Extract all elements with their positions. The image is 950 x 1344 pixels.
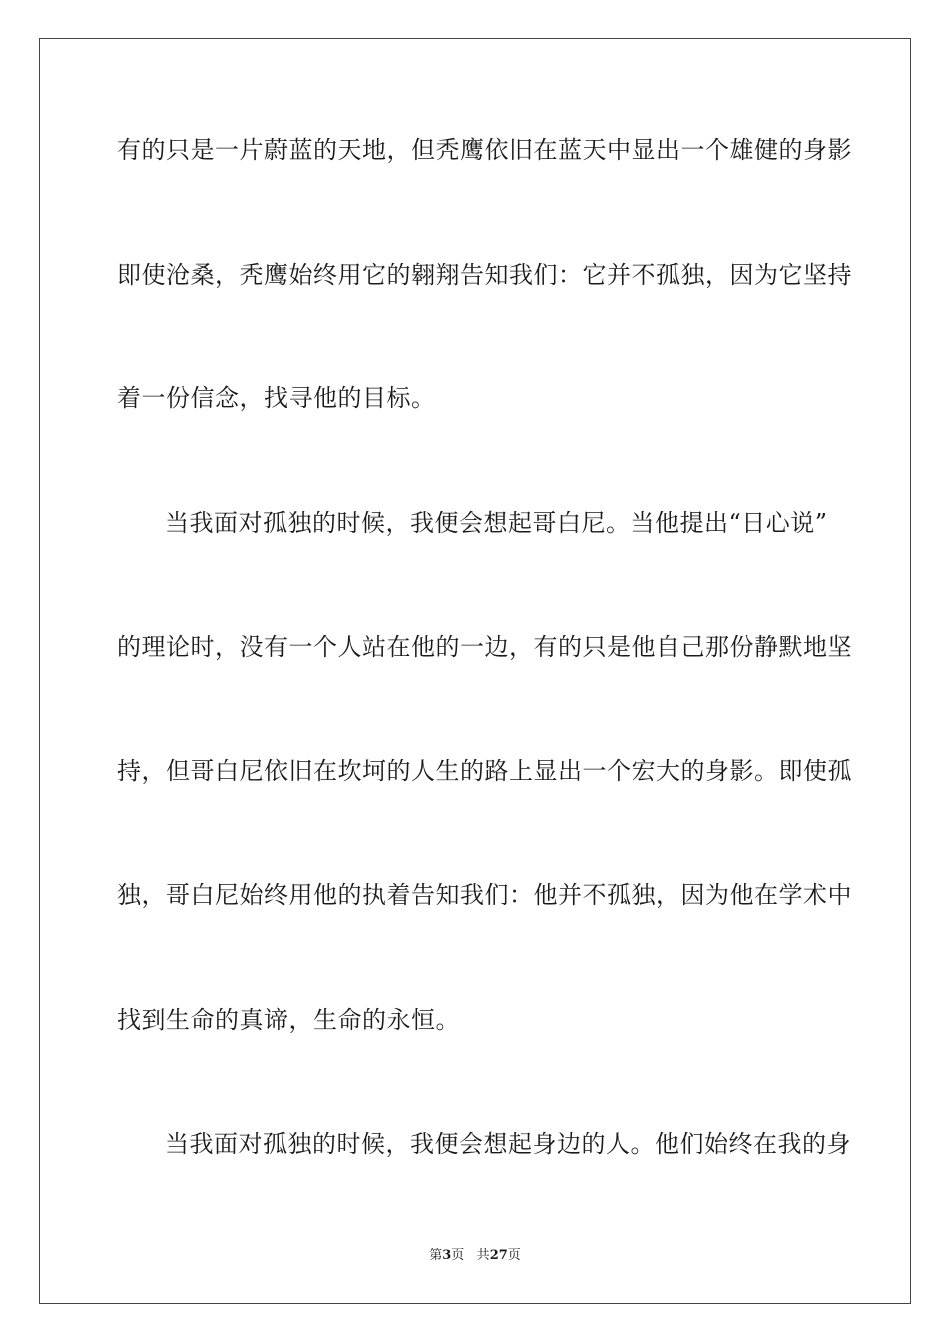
paragraph-line: 独，哥白尼始终用他的执着告知我们：他并不孤独，因为他在学术中 [117,881,852,909]
paragraph-line: 有的只是一片蔚蓝的天地，但秃鹰依旧在蓝天中显出一个雄健的身影 [117,136,852,164]
page-prefix: 第 [429,1248,443,1263]
page-number: 3 [442,1248,452,1263]
total-suffix: 页 [507,1248,521,1263]
paragraph-line: 当我面对孤独的时候，我便会想起身边的人。他们始终在我的身 [165,1130,851,1158]
page-footer [0,1247,950,1265]
total-prefix: 共 [476,1248,490,1263]
total-pages: 27 [489,1248,508,1263]
paragraph-line: 找到生命的真谛，生命的永恒。 [117,1006,460,1034]
page-border [39,38,911,1304]
paragraph-line: 持，但哥白尼依旧在坎坷的人生的路上显出一个宏大的身影。即使孤 [117,757,852,785]
paragraph-line: 着一份信念，找寻他的目标。 [117,384,436,412]
paragraph-line: 当我面对孤独的时候，我便会想起哥白尼。当他提出“日心说” [165,509,828,537]
paragraph-line: 的理论时，没有一个人站在他的一边，有的只是他自己那份静默地坚 [117,633,852,661]
paragraph-line: 即使沧桑，秃鹰始终用它的翱翔告知我们：它并不孤独，因为它坚持 [117,261,852,289]
page-suffix: 页 [451,1248,465,1263]
